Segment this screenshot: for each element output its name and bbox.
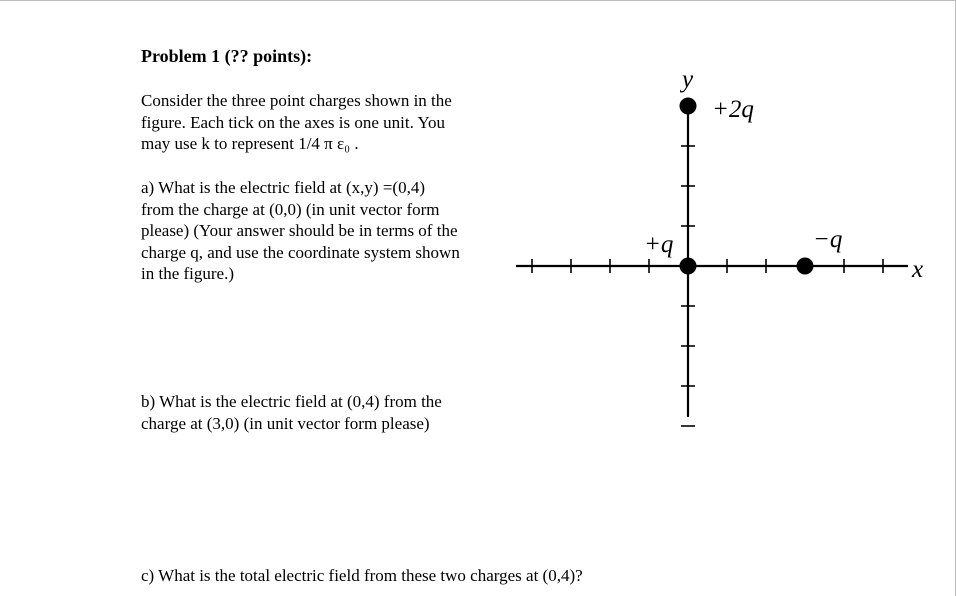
charge-dot (680, 98, 697, 115)
part-a-line: from the charge at (0,0) (in unit vector form (141, 199, 440, 219)
charge-dot (680, 258, 697, 275)
x-axis-label: x (912, 256, 924, 283)
charge-diagram (0, 1, 956, 596)
part-c-line: c) What is the total electric field from these two charges at (0,4)? (141, 566, 583, 585)
point-charges (644, 96, 842, 275)
charge-dot (797, 258, 814, 275)
part-a-line: please) (Your answer should be in terms of the (141, 221, 458, 240)
charge-label: +q (644, 231, 674, 258)
intro-line: Consider the three point charges shown in the (141, 91, 452, 110)
intro-line: figure. Each tick on the axes is one unit. You (141, 112, 446, 132)
y-axis-label: y (682, 66, 694, 93)
charge-2 (680, 96, 754, 123)
charge-label: −q (813, 226, 843, 253)
part-a-line: a) What is the electric field at (x,y) =(0,4) (141, 178, 425, 197)
charge-label: +2q (712, 96, 754, 123)
part-b-line: b) What is the electric field at (0,4) from the (141, 392, 442, 411)
part-a-line: in the figure.) (141, 264, 234, 283)
problem-title: Problem 1 (?? points): (141, 46, 313, 66)
charge-1 (797, 226, 843, 275)
part-b-line: charge at (3,0) (in unit vector form please) (141, 413, 430, 433)
intro-line: may use k to represent 1/4 π ε₀ . (141, 134, 359, 153)
part-a-line: charge q, and use the coordinate system shown (141, 242, 460, 262)
